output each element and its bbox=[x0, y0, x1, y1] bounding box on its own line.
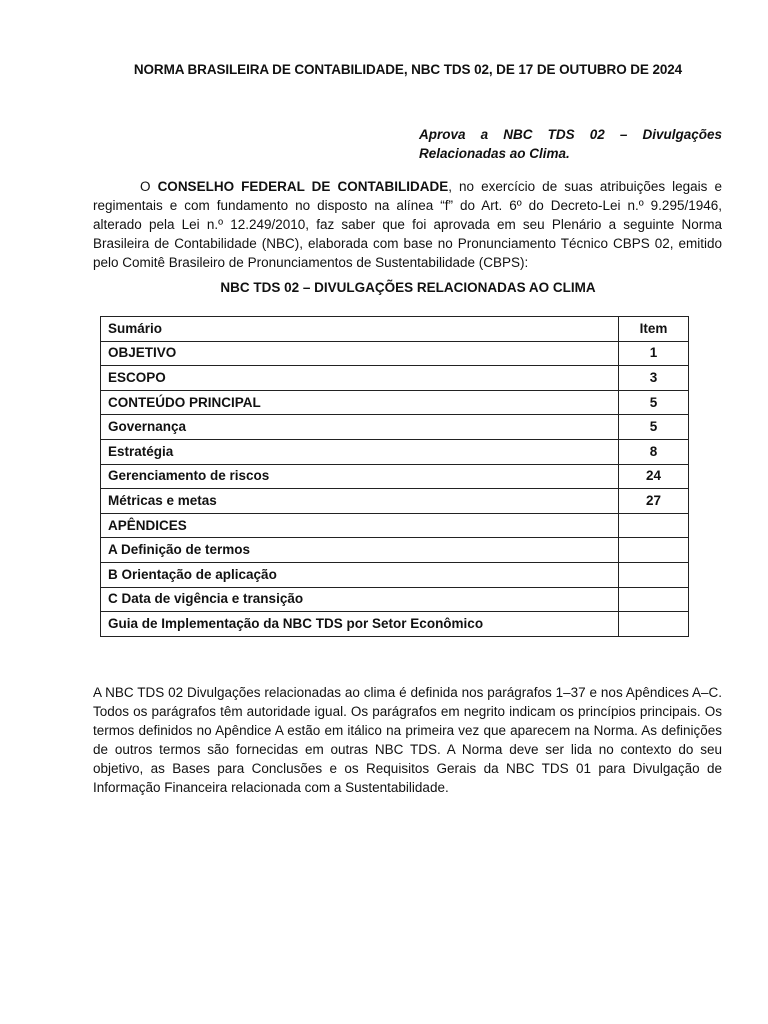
row-label: APÊNDICES bbox=[101, 513, 619, 538]
summary-header-item: Item bbox=[619, 317, 689, 342]
row-item bbox=[619, 612, 689, 637]
document-title: NORMA BRASILEIRA DE CONTABILIDADE, NBC TDS 02, DE 17 DE OUTUBRO DE 2024 bbox=[133, 62, 683, 77]
table-row bbox=[101, 415, 689, 440]
table-row bbox=[101, 587, 689, 612]
row-label: Governança bbox=[101, 415, 619, 440]
table-row bbox=[101, 489, 689, 514]
row-item bbox=[619, 538, 689, 563]
row-label: Gerenciamento de riscos bbox=[101, 464, 619, 489]
row-label: OBJETIVO bbox=[101, 341, 619, 366]
table-row bbox=[101, 439, 689, 464]
row-item: 8 bbox=[619, 439, 689, 464]
council-name: CONSELHO FEDERAL DE CONTABILIDADE bbox=[157, 179, 449, 194]
table-row bbox=[101, 538, 689, 563]
section-title: NBC TDS 02 – DIVULGAÇÕES RELACIONADAS AO CLIMA bbox=[220, 280, 596, 295]
summary-header-label: Sumário bbox=[101, 317, 619, 342]
row-label: B Orientação de aplicação bbox=[101, 562, 619, 587]
table-row bbox=[101, 341, 689, 366]
row-label: ESCOPO bbox=[101, 366, 619, 391]
row-item bbox=[619, 562, 689, 587]
row-label: Estratégia bbox=[101, 439, 619, 464]
table-row bbox=[101, 562, 689, 587]
row-item: 24 bbox=[619, 464, 689, 489]
row-label: Guia de Implementação da NBC TDS por Setor Econômico bbox=[101, 612, 619, 637]
summary-header-row bbox=[101, 317, 689, 342]
row-label: Métricas e metas bbox=[101, 489, 619, 514]
table-row bbox=[101, 464, 689, 489]
row-item: 27 bbox=[619, 489, 689, 514]
table-row bbox=[101, 390, 689, 415]
summary-table bbox=[100, 316, 689, 637]
table-row bbox=[101, 612, 689, 637]
table-row bbox=[101, 366, 689, 391]
row-label: A Definição de termos bbox=[101, 538, 619, 563]
row-label: C Data de vigência e transição bbox=[101, 587, 619, 612]
row-item: 5 bbox=[619, 415, 689, 440]
row-item bbox=[619, 513, 689, 538]
closing-paragraph: A NBC TDS 02 Divulgações relacionadas ao clima é definida nos parágrafos 1–37 e nos Apêndices A–C. Todos os parágrafos têm autoridade igual. Os parágrafos em negrito indicam os princípios principais. Os termos definidos no Apêndice A estão em itálico na primeira vez que aparecem na Norma. As definições de outros termos são fornecidas em outras NBC TDS. A Norma deve ser lida no contexto do seu objetivo, as Bases para Conclusões e os Requisitos Gerais da NBC TDS 01 para Divulgação de Informação Financeira relacionada com a Sustentabilidade. bbox=[93, 685, 722, 795]
table-row bbox=[101, 513, 689, 538]
row-item: 3 bbox=[619, 366, 689, 391]
row-item: 1 bbox=[619, 341, 689, 366]
row-item bbox=[619, 587, 689, 612]
preamble-prefix: O bbox=[140, 179, 158, 194]
row-item: 5 bbox=[619, 390, 689, 415]
preamble-text: , no exercício de suas atribuições legais e regimentais e com fundamento no disposto na alínea “f” do Art. 6º do Decreto-Lei n.º 9.295/1946, alterado pela Lei n.º 12.249/2010, faz saber que foi aprovada em seu Plenário a seguinte Norma Brasileira de Contabilidade (NBC), elaborada com base no Pronunciamento Técnico CBPS 02, emitido pelo Comitê Brasileiro de Pronunciamentos de Sustentabilidade (CBPS): bbox=[93, 179, 722, 270]
row-label: CONTEÚDO PRINCIPAL bbox=[101, 390, 619, 415]
ementa: Aprova a NBC TDS 02 – Divulgações Relacionadas ao Clima. bbox=[419, 127, 722, 161]
preamble-paragraph bbox=[93, 177, 722, 272]
